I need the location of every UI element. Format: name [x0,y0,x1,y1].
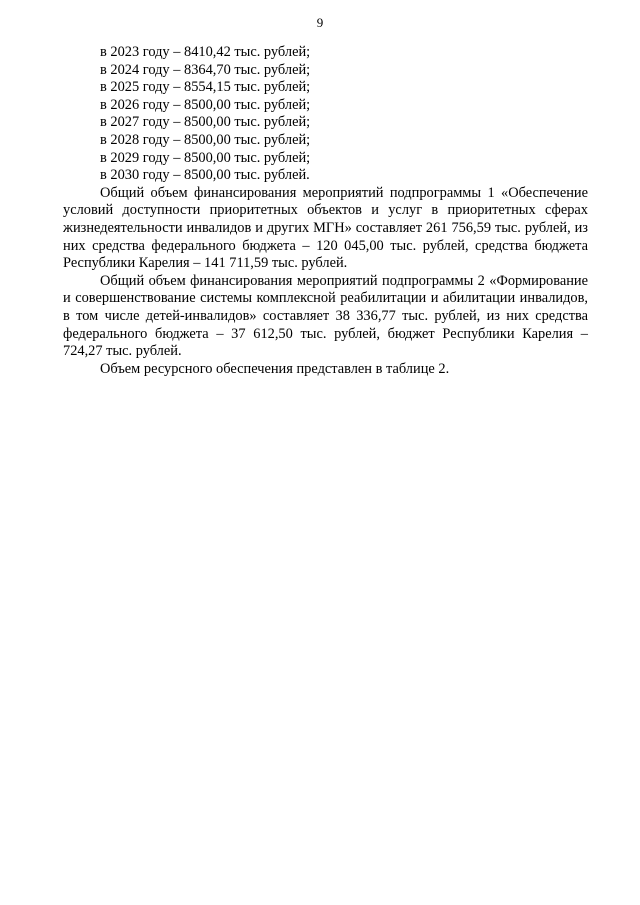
year-funding-line: в 2028 году – 8500,00 тыс. рублей; [100,131,311,148]
year-funding-line: в 2024 году – 8364,70 тыс. рублей; [100,61,311,78]
year-funding-line: в 2026 году – 8500,00 тыс. рублей; [100,96,311,113]
subprogram-1-funding-paragraph: Общий объем финансирования мероприятий подпрограммы 1 «Обеспечение условий доступности приоритетных объектов и услуг в приоритетных сферах жизнедеятельности инвалидов и других МГН» составляет 261 756,59 тыс. рублей, из них средства федерального бюджета – 120 045,00 тыс. рублей, средства бюджета Республики Карелия – 141 711,59 тыс. рублей. [63,184,588,272]
year-funding-line: в 2023 году – 8410,42 тыс. рублей; [100,44,311,60]
year-funding-line: в 2030 году – 8500,00 тыс. рублей. [100,167,310,184]
subprogram-2-funding-paragraph: Общий объем финансирования мероприятий подпрограммы 2 «Формирование и совершенствование системы комплексной реабилитации и абилитации инвалидов, в том числе детей-инвалидов» составляет 38 336,77 тыс. рублей, из них средства федерального бюджета – 37 612,50 тыс. рублей, бюджет Республики Карелия – 724,27 тыс. рублей. [63,272,588,360]
year-funding-line: в 2025 году – 8554,15 тыс. рублей; [100,79,311,96]
year-funding-line: в 2029 году – 8500,00 тыс. рублей; [100,149,311,166]
document-body [63,44,588,378]
table-reference-paragraph: Объем ресурсного обеспечения представлен в таблице 2. [100,360,450,377]
funding-by-year-list [63,44,588,185]
page-number: 9 [316,15,324,30]
year-funding-line: в 2027 году – 8500,00 тыс. рублей; [100,114,311,131]
